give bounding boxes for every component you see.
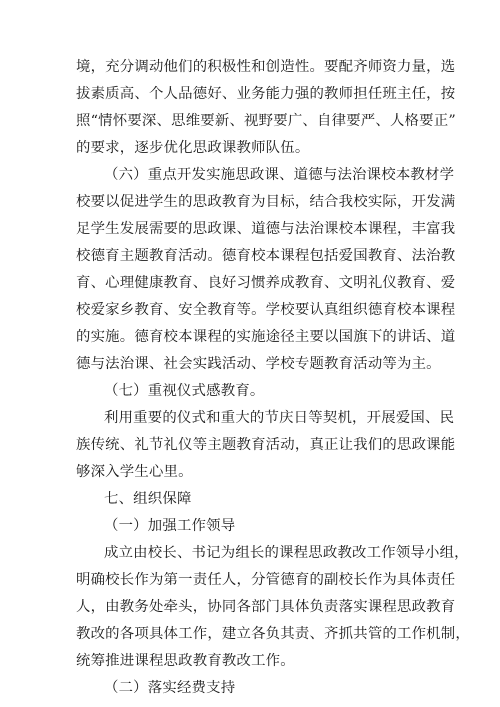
text-line: 的要求，逐步优化思政课教师队伍。 xyxy=(76,140,310,156)
text-line: 育、心理健康教育、良好习惯养成教育、文明礼仪教育、爱 xyxy=(76,275,456,291)
text-line: 境，充分调动他们的积极性和创造性。要配齐师资力量，选 xyxy=(76,59,456,75)
text-line: 人，由教务处牵头，协同各部门具体负责落实课程思政教育 xyxy=(76,599,456,615)
text-line: 教改的各项具体工作，建立各负其责、齐抓共管的工作机制， xyxy=(76,626,470,642)
paragraph-school-curriculum xyxy=(76,162,456,378)
paragraph-leadership-group xyxy=(76,540,470,675)
text-line: 明确校长作为第一责任人，分管德育的副校长作为具体责任 xyxy=(76,572,456,588)
section-heading: （一）加强工作领导 xyxy=(104,518,236,534)
heading-ceremony-education xyxy=(76,378,436,405)
text-line: （六）重点开发实施思政课、道德与法治课校本教材学 xyxy=(104,167,455,183)
text-line: 利用重要的仪式和重大的节庆日等契机，开展爱国、民 xyxy=(104,410,455,426)
text-line: 德与法治课、社会实践活动、学校专题教育活动等为主。 xyxy=(76,356,441,372)
text-line: 成立由校长、书记为组长的课程思政教改工作领导小组， xyxy=(104,545,469,561)
text-line: 校要以促进学生的思政教育为目标，结合我校实际，开发满 xyxy=(76,194,456,210)
text-line: 够深入学生心里。 xyxy=(76,464,193,480)
heading-strengthen-leadership xyxy=(76,513,436,540)
text-line: 校爱家乡教育、安全教育等。学校要认真组织德育校本课程 xyxy=(76,302,456,318)
heading-funding-support xyxy=(76,675,436,702)
text-line: 统筹推进课程思政教育教改工作。 xyxy=(76,653,295,669)
text-line: 校德育主题教育活动。德育校本课程包括爱国教育、法治教 xyxy=(76,248,456,264)
section-heading: （二）落实经费支持 xyxy=(104,680,236,696)
section-heading: 七、组织保障 xyxy=(104,491,192,507)
document-body xyxy=(76,54,470,702)
text-line: 照“情怀要深、思维要新、视野要广、自律要严、人格要正” xyxy=(76,113,456,129)
paragraph-ceremony-education xyxy=(76,405,456,486)
text-line: 足学生发展需要的思政课、道德与法治课校本课程，丰富我 xyxy=(76,221,456,237)
section-heading: （七）重视仪式感教育。 xyxy=(104,383,265,399)
paragraph-teacher-team xyxy=(76,54,456,162)
text-line: 拔素质高、个人品德好、业务能力强的教师担任班主任，按 xyxy=(76,86,456,102)
text-line: 的实施。德育校本课程的实施途径主要以国旗下的讲话、道 xyxy=(76,329,456,345)
text-line: 族传统、礼节礼仪等主题教育活动，真正让我们的思政课能 xyxy=(76,437,456,453)
heading-organizational-guarantee xyxy=(76,486,436,513)
